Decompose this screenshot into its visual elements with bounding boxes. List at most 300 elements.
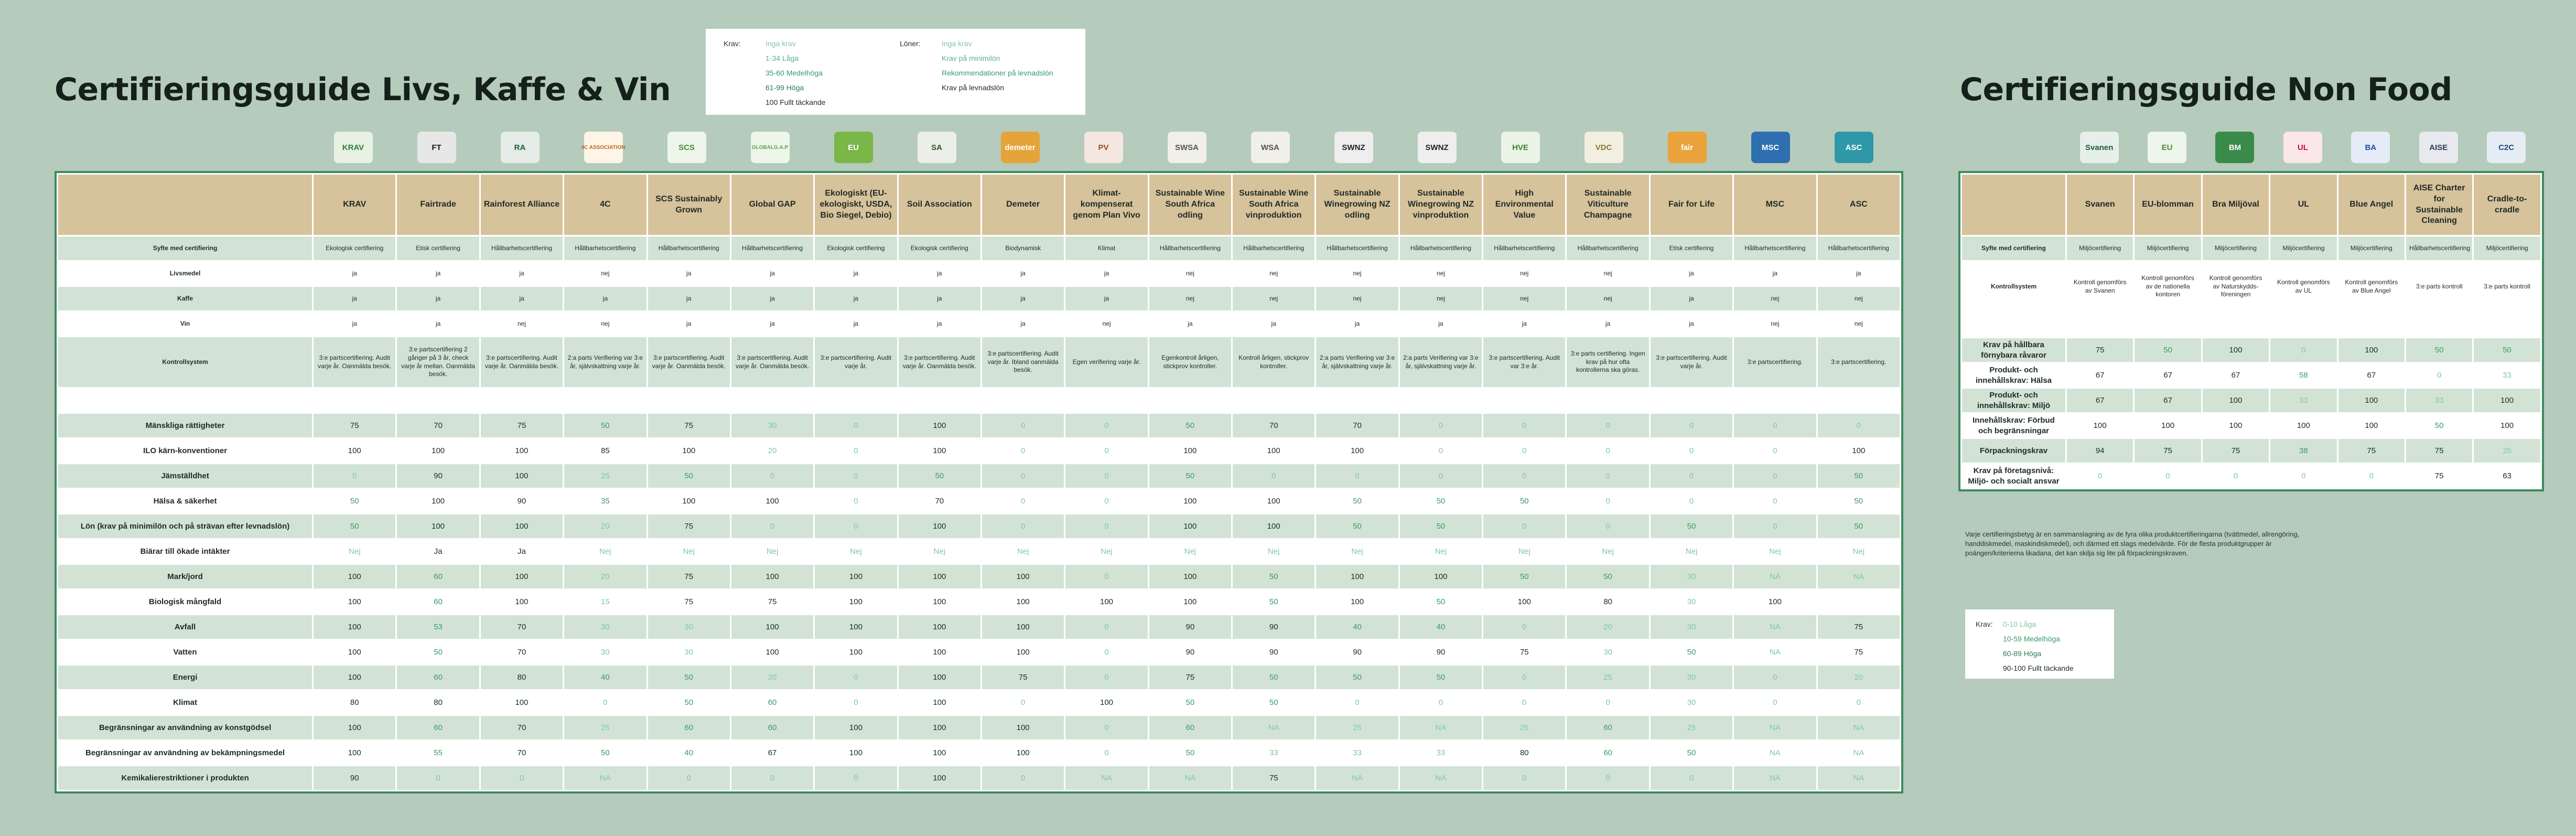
- table-cell: nej: [1399, 261, 1482, 286]
- eu-blomman-logo-icon: EU: [2148, 132, 2186, 163]
- table-cell: 50: [564, 741, 647, 766]
- table-cell: 100: [981, 640, 1064, 665]
- table-cell: 0: [814, 413, 898, 438]
- sustainable-wine-south-africa-odling-logo-icon: SWSA: [1168, 132, 1206, 163]
- column-header-ekologiskt-eu-ekologiskt-usda-bio-siegel-debio: Ekologiskt (EU-ekologiskt, USDA, Bio Siegel, Debio): [814, 174, 898, 236]
- table-cell: 30: [1650, 564, 1733, 590]
- table-cell: nej: [1148, 286, 1232, 312]
- table-cell: 0: [1566, 766, 1650, 791]
- table-cell: 67: [2134, 388, 2202, 413]
- table-cell: 2:a parts Verifiering var 3:e år, självskattning varje år.: [1316, 337, 1399, 388]
- table-cell: Hållbarhetscertifiering: [1483, 236, 1566, 261]
- table-cell: Hållbarhetscertifiering: [647, 236, 730, 261]
- scs-sustainably-grown-logo-icon: SCS: [667, 132, 706, 163]
- table-cell: Nej: [898, 539, 981, 564]
- table-cell: 0: [1399, 413, 1482, 438]
- table-cell: Miljöcertifiering: [2066, 236, 2134, 261]
- row-label: Produkt- och innehållskrav: Miljö: [1961, 388, 2066, 413]
- table-cell: ja: [1148, 312, 1232, 337]
- table-row: [58, 236, 1901, 261]
- table-row: [58, 766, 1901, 791]
- table-cell: 50: [1232, 564, 1316, 590]
- table-row: [1961, 261, 2541, 313]
- row-label: Jämställdhet: [58, 464, 313, 489]
- legend-top: [706, 29, 1085, 115]
- table-row: [1961, 363, 2541, 388]
- table-cell: 70: [1316, 413, 1399, 438]
- table-cell: 100: [898, 665, 981, 690]
- table-cell: 70: [898, 489, 981, 514]
- row-label: Innehållskrav: Förbud och begränsningar: [1961, 413, 2066, 438]
- table-cell: 38: [2270, 438, 2337, 464]
- legend-item: Inga krav: [942, 39, 972, 48]
- table-cell: 0: [1733, 438, 1817, 464]
- table-cell: 100: [814, 564, 898, 590]
- table-cell: 100: [2066, 413, 2134, 438]
- table-cell: Hållbarhetscertifiering: [2405, 236, 2473, 261]
- table-cell: 0: [1065, 514, 1148, 539]
- global-gap-logo-icon: GLOBALG.A.P: [751, 132, 790, 163]
- logo-slot: [2405, 129, 2472, 166]
- table-cell: [898, 388, 981, 413]
- table-cell: 30: [1566, 640, 1650, 665]
- table-cell: 100: [2337, 388, 2405, 413]
- ul-logo-icon: UL: [2283, 132, 2322, 163]
- table-cell: 25: [564, 715, 647, 741]
- table-row: [58, 489, 1901, 514]
- table-cell: 100: [730, 640, 814, 665]
- table-cell: 0: [1483, 766, 1566, 791]
- table-cell: 3:e partscertifiering. Audit varje år. Oanmälda besök.: [898, 337, 981, 388]
- table-cell: ja: [1650, 261, 1733, 286]
- table-cell: ja: [396, 286, 480, 312]
- table-cell: 100: [396, 514, 480, 539]
- table-cell: 50: [1148, 741, 1232, 766]
- table-cell: 58: [2270, 363, 2337, 388]
- table-cell: Ekologisk certifiering: [814, 236, 898, 261]
- table-cell: 3:e partscertifiering. Audit varje år. Ibland oanmälda besök.: [981, 337, 1064, 388]
- table-cell: ja: [730, 312, 814, 337]
- table-row: [58, 615, 1901, 640]
- table-cell: 0: [1065, 413, 1148, 438]
- table-cell: 20: [564, 564, 647, 590]
- table-cell: [2270, 313, 2337, 338]
- table-cell: 75: [1483, 640, 1566, 665]
- legend-item: 60-89 Höga: [2003, 649, 2042, 658]
- table-cell: ja: [480, 261, 563, 286]
- row-label: [1961, 313, 2066, 338]
- table-cell: 70: [396, 413, 480, 438]
- table-cell: 100: [396, 438, 480, 464]
- row-label: Biärar till ökade intäkter: [58, 539, 313, 564]
- table-row: [1961, 413, 2541, 438]
- table-cell: 50: [1483, 489, 1566, 514]
- table-cell: 100: [814, 741, 898, 766]
- table-cell: 53: [396, 615, 480, 640]
- table-row: [58, 715, 1901, 741]
- table-cell: ja: [814, 286, 898, 312]
- table-cell: NA: [1399, 766, 1482, 791]
- table-cell: 75: [647, 413, 730, 438]
- legend-bottom: [1965, 609, 2114, 679]
- table-cell: ja: [647, 286, 730, 312]
- table-cell: NA: [1232, 715, 1316, 741]
- 4c-logo-icon: 4C ASSOCIATION: [584, 132, 623, 163]
- table-cell: ja: [396, 261, 480, 286]
- logo-slot: [1395, 129, 1479, 166]
- column-header-soil-association: Soil Association: [898, 174, 981, 236]
- table-cell: 20: [730, 665, 814, 690]
- food-logo-row: [57, 129, 1901, 166]
- table-cell: 0: [1650, 438, 1733, 464]
- table-cell: 100: [2202, 388, 2269, 413]
- logo-slot: [1729, 129, 1812, 166]
- table-cell: 0: [730, 464, 814, 489]
- column-header-blue-angel: Blue Angel: [2337, 174, 2405, 236]
- table-cell: 3:e parts certifiering. Ingen krav på hur ofta kontrollerna ska göras.: [1566, 337, 1650, 388]
- table-cell: 67: [2337, 363, 2405, 388]
- column-header-fairtrade: Fairtrade: [396, 174, 480, 236]
- table-cell: 70: [480, 741, 563, 766]
- table-cell: 0: [2066, 464, 2134, 489]
- table-cell: [1232, 388, 1316, 413]
- table-cell: 20: [564, 514, 647, 539]
- table-cell: Nej: [981, 539, 1064, 564]
- table-cell: [2202, 313, 2269, 338]
- table-cell: 0: [1065, 438, 1148, 464]
- table-cell: 100: [1148, 438, 1232, 464]
- table-cell: 33: [1399, 741, 1482, 766]
- table-cell: ja: [1650, 286, 1733, 312]
- table-cell: 0: [1650, 464, 1733, 489]
- table-cell: NA: [1733, 615, 1817, 640]
- table-cell: 50: [1566, 564, 1650, 590]
- soil-association-logo-icon: SA: [918, 132, 956, 163]
- column-header-msc: MSC: [1733, 174, 1817, 236]
- table-cell: 0: [981, 464, 1064, 489]
- table-cell: 3:e partscertifiering. Audit varje år. Oanmälda besök.: [730, 337, 814, 388]
- table-cell: 25: [564, 464, 647, 489]
- table-cell: 100: [898, 690, 981, 715]
- table-cell: ja: [981, 286, 1064, 312]
- table-cell: 67: [2134, 363, 2202, 388]
- column-header-klimat-kompenserat-genom-plan-vivo: Klimat-kompenserat genom Plan Vivo: [1065, 174, 1148, 236]
- column-header-sustainable-winegrowing-nz-vinproduktion: Sustainable Winegrowing NZ vinproduktion: [1399, 174, 1482, 236]
- table-cell: Kontroll genomförs av UL: [2270, 261, 2337, 313]
- table-cell: 94: [2066, 438, 2134, 464]
- logo-slot: [2337, 129, 2405, 166]
- table-cell: Hållbarhetscertifiering: [730, 236, 814, 261]
- table-cell: 3:e partscertifiering.: [1817, 337, 1900, 388]
- header-corner: [1961, 174, 2066, 236]
- table-cell: 100: [480, 464, 563, 489]
- legend-krav-label: Krav:: [724, 39, 741, 48]
- table-cell: 80: [480, 665, 563, 690]
- row-label: Avfall: [58, 615, 313, 640]
- table-cell: 75: [2066, 338, 2134, 363]
- table-cell: 25: [1566, 665, 1650, 690]
- legend-item: Rekommendationer på levnadslön: [942, 69, 1053, 77]
- table-cell: Nej: [1483, 539, 1566, 564]
- legend-krav-items: [766, 36, 923, 110]
- table-cell: ja: [313, 312, 396, 337]
- table-row: [58, 665, 1901, 690]
- table-cell: Nej: [1232, 539, 1316, 564]
- table-row: [1961, 388, 2541, 413]
- table-cell: 0: [1733, 464, 1817, 489]
- table-row: [58, 590, 1901, 615]
- table-cell: 50: [1148, 464, 1232, 489]
- table-cell: 50: [647, 464, 730, 489]
- table-cell: 75: [1817, 615, 1900, 640]
- table-cell: 35: [564, 489, 647, 514]
- table-cell: ja: [1065, 286, 1148, 312]
- table-cell: Hållbarhetscertifiering: [1733, 236, 1817, 261]
- legend-item: 35-60 Medelhöga: [766, 69, 823, 77]
- table-cell: 2:a parts Verifiering var 3:e år, självskattning varje år.: [564, 337, 647, 388]
- table-cell: ja: [1065, 261, 1148, 286]
- table-cell: 100: [981, 564, 1064, 590]
- table-cell: 0: [814, 766, 898, 791]
- logo-slot: [478, 129, 562, 166]
- table-cell: Hållbarhetscertifiering: [1232, 236, 1316, 261]
- table-cell: 0: [1733, 413, 1817, 438]
- table-cell: 50: [1650, 741, 1733, 766]
- table-cell: 100: [814, 715, 898, 741]
- table-cell: [1566, 388, 1650, 413]
- table-row: [58, 312, 1901, 337]
- sustainable-winegrowing-nz-odling-logo-icon: SWNZ: [1334, 132, 1373, 163]
- table-cell: 60: [1148, 715, 1232, 741]
- column-header-4c: 4C: [564, 174, 647, 236]
- table-cell: 30: [1650, 690, 1733, 715]
- table-row: [58, 337, 1901, 388]
- table-cell: 50: [1316, 514, 1399, 539]
- table-cell: ja: [898, 312, 981, 337]
- table-cell: NA: [1817, 766, 1900, 791]
- table-cell: 0: [1566, 413, 1650, 438]
- table-cell: Kontroll genomförs av Naturskydds-föreningen: [2202, 261, 2269, 313]
- table-cell: Egenkontroll årligen, stickprov kontroller.: [1148, 337, 1232, 388]
- high-environmental-value-logo-icon: HVE: [1501, 132, 1540, 163]
- table-cell: 0: [480, 766, 563, 791]
- table-cell: 100: [898, 590, 981, 615]
- column-header-sustainable-wine-south-africa-vinproduktion: Sustainable Wine South Africa vinproduktion: [1232, 174, 1316, 236]
- table-cell: 30: [647, 640, 730, 665]
- table-cell: 25: [2473, 438, 2541, 464]
- table-cell: 0: [1566, 514, 1650, 539]
- table-cell: 100: [313, 665, 396, 690]
- table-cell: Nej: [1399, 539, 1482, 564]
- logo-slot: [1228, 129, 1312, 166]
- table-cell: NA: [1817, 741, 1900, 766]
- table-cell: 60: [396, 590, 480, 615]
- table-cell: 100: [981, 615, 1064, 640]
- logo-slot: [1312, 129, 1395, 166]
- table-cell: 0: [1232, 464, 1316, 489]
- table-row: [58, 286, 1901, 312]
- legend-item: 100 Fullt täckande: [766, 98, 826, 106]
- table-cell: 0: [1065, 640, 1148, 665]
- table-cell: 0: [1733, 489, 1817, 514]
- table-cell: ja: [730, 286, 814, 312]
- row-label: ILO kärn-konventioner: [58, 438, 313, 464]
- legend-loner-label: Löner:: [900, 39, 921, 48]
- blue-angel-logo-icon: BA: [2351, 132, 2390, 163]
- legend-bottom-krav-items: [2003, 617, 2160, 676]
- table-cell: 50: [1817, 514, 1900, 539]
- table-cell: 0: [1483, 514, 1566, 539]
- table-cell: 80: [1566, 590, 1650, 615]
- table-cell: 20: [1817, 665, 1900, 690]
- table-cell: Ja: [396, 539, 480, 564]
- table-cell: 30: [730, 413, 814, 438]
- table-cell: Nej: [730, 539, 814, 564]
- table-cell: 0: [2270, 464, 2337, 489]
- table-cell: 75: [647, 590, 730, 615]
- table-cell: ja: [981, 312, 1064, 337]
- svanen-logo-icon: Svanen: [2080, 132, 2119, 163]
- row-label: Kontrollsystem: [58, 337, 313, 388]
- table-cell: ja: [898, 286, 981, 312]
- table-cell: Nej: [647, 539, 730, 564]
- table-cell: NA: [1817, 715, 1900, 741]
- table-cell: Nej: [1065, 539, 1148, 564]
- table-cell: 50: [1817, 489, 1900, 514]
- table-cell: 3:e partscertifiering. Audit varje år. Oanmälda besök.: [313, 337, 396, 388]
- table-cell: 0: [647, 766, 730, 791]
- table-cell: 0: [1566, 464, 1650, 489]
- table-cell: ja: [730, 261, 814, 286]
- table-cell: 50: [2405, 338, 2473, 363]
- table-cell: 75: [2134, 438, 2202, 464]
- table-cell: 100: [1232, 438, 1316, 464]
- table-cell: 90: [1399, 640, 1482, 665]
- table-cell: 50: [1232, 665, 1316, 690]
- table-cell: 50: [1650, 514, 1733, 539]
- table-cell: nej: [1733, 312, 1817, 337]
- table-cell: 100: [480, 690, 563, 715]
- table-cell: Kontroll genomförs av Blue Angel: [2337, 261, 2405, 313]
- table-cell: Nej: [564, 539, 647, 564]
- table-cell: Nej: [1566, 539, 1650, 564]
- table-cell: 30: [1650, 615, 1733, 640]
- krav-logo-icon: KRAV: [334, 132, 373, 163]
- table-cell: 67: [2202, 363, 2269, 388]
- table-cell: [2405, 313, 2473, 338]
- table-cell: 100: [814, 615, 898, 640]
- table-cell: nej: [1399, 286, 1482, 312]
- column-header-asc: ASC: [1817, 174, 1900, 236]
- table-cell: nej: [1566, 261, 1650, 286]
- table-cell: nej: [564, 261, 647, 286]
- table-cell: ja: [1483, 312, 1566, 337]
- row-label: Mark/jord: [58, 564, 313, 590]
- table-cell: Kontroll årligen, stickprov kontroller.: [1232, 337, 1316, 388]
- table-cell: Hållbarhetscertifiering: [1817, 236, 1900, 261]
- table-cell: 90: [1148, 640, 1232, 665]
- table-row: [58, 261, 1901, 286]
- table-cell: 100: [647, 489, 730, 514]
- table-cell: 0: [2405, 363, 2473, 388]
- table-cell: NA: [1733, 766, 1817, 791]
- table-cell: [981, 388, 1064, 413]
- table-cell: 55: [396, 741, 480, 766]
- table-cell: 0: [981, 489, 1064, 514]
- table-cell: 0: [981, 413, 1064, 438]
- table-cell: 33: [2473, 363, 2541, 388]
- table-cell: 100: [898, 438, 981, 464]
- table-cell: 3:e parts kontroll: [2405, 261, 2473, 313]
- table-cell: 100: [1148, 564, 1232, 590]
- table-cell: 0: [981, 514, 1064, 539]
- table-cell: 100: [480, 514, 563, 539]
- table-cell: 50: [1316, 665, 1399, 690]
- header-corner: [58, 174, 313, 236]
- table-cell: 90: [313, 766, 396, 791]
- table-cell: 0: [814, 489, 898, 514]
- table-cell: [1817, 388, 1900, 413]
- table-cell: nej: [564, 312, 647, 337]
- table-cell: nej: [1316, 261, 1399, 286]
- table-cell: 60: [1566, 741, 1650, 766]
- table-cell: 50: [2134, 338, 2202, 363]
- logo-slot: [562, 129, 645, 166]
- logo-slot: [1479, 129, 1562, 166]
- table-cell: 0: [1566, 690, 1650, 715]
- table-row: [58, 690, 1901, 715]
- table-cell: 50: [313, 489, 396, 514]
- table-cell: 90: [1232, 615, 1316, 640]
- table-cell: ja: [396, 312, 480, 337]
- legend-item: Krav på minimilön: [942, 54, 1000, 62]
- table-cell: 25: [1316, 715, 1399, 741]
- table-cell: 30: [1650, 590, 1733, 615]
- table-cell: 3:e parts kontroll: [2473, 261, 2541, 313]
- table-cell: 100: [898, 766, 981, 791]
- table-cell: 70: [480, 615, 563, 640]
- table-row: [58, 640, 1901, 665]
- table-cell: Nej: [313, 539, 396, 564]
- table-cell: 100: [2473, 413, 2541, 438]
- table-cell: Ekologisk certifiering: [313, 236, 396, 261]
- table-cell: nej: [1733, 286, 1817, 312]
- table-cell: 100: [898, 514, 981, 539]
- table-cell: nej: [480, 312, 563, 337]
- table-cell: NA: [1148, 766, 1232, 791]
- table-cell: 30: [647, 615, 730, 640]
- table-cell: 100: [1316, 590, 1399, 615]
- table-cell: 75: [480, 413, 563, 438]
- table-cell: 0: [313, 464, 396, 489]
- table-cell: 50: [1316, 489, 1399, 514]
- column-header-sustainable-viticulture-champagne: Sustainable Viticulture Champagne: [1566, 174, 1650, 236]
- column-header-krav: KRAV: [313, 174, 396, 236]
- table-cell: Etisk certifiering: [1650, 236, 1733, 261]
- table-cell: 100: [730, 489, 814, 514]
- table-cell: ja: [564, 286, 647, 312]
- table-cell: [730, 388, 814, 413]
- logo-slot: [1812, 129, 1895, 166]
- page-title-nonfood: Certifieringsguide Non Food: [1960, 71, 2452, 108]
- table-cell: 50: [2473, 338, 2541, 363]
- table-cell: 75: [981, 665, 1064, 690]
- table-row: [58, 539, 1901, 564]
- table-cell: Hållbarhetscertifiering: [1566, 236, 1650, 261]
- fair-for-life-logo-icon: fair: [1668, 132, 1707, 163]
- logo-slot: [812, 129, 895, 166]
- table-cell: 0: [981, 766, 1064, 791]
